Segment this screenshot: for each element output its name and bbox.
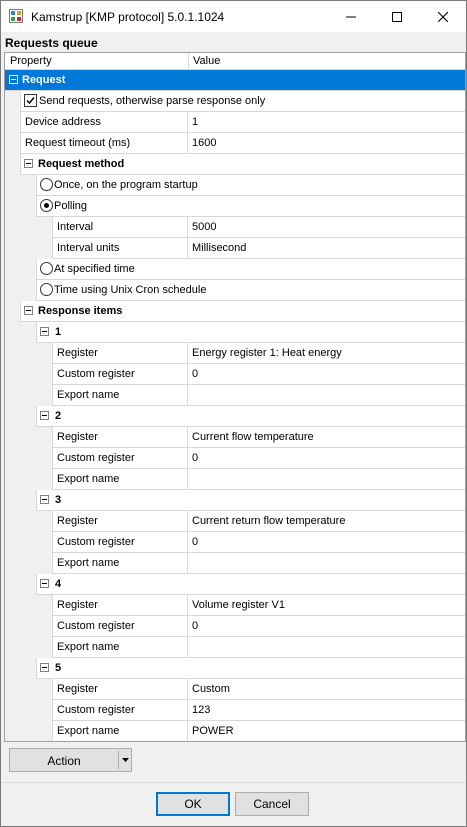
export-name-row[interactable] xyxy=(5,385,465,406)
group-request-method-label: Request method xyxy=(38,158,125,170)
register-row[interactable] xyxy=(5,595,465,616)
custom-register-row[interactable] xyxy=(5,616,465,637)
response-item-id: 1 xyxy=(55,326,62,338)
response-item-group[interactable] xyxy=(5,322,465,343)
response-item-id: 2 xyxy=(55,410,62,422)
interval-units-label: Interval units xyxy=(57,242,120,254)
minimize-icon xyxy=(346,12,356,22)
method-at-time-label: At specified time xyxy=(54,263,135,275)
method-once-radio[interactable] xyxy=(40,178,53,191)
response-item-id: 5 xyxy=(55,662,62,674)
ok-button[interactable]: OK xyxy=(156,792,230,816)
method-cron-label: Time using Unix Cron schedule xyxy=(54,284,207,296)
response-item-group[interactable] xyxy=(5,658,465,679)
request-timeout-row[interactable] xyxy=(5,133,465,154)
custom-register-label: Custom register xyxy=(57,452,135,464)
action-split-button[interactable] xyxy=(9,748,132,772)
register-label: Register xyxy=(57,683,98,695)
action-button-label: Action xyxy=(47,754,81,768)
collapse-icon[interactable] xyxy=(24,159,33,168)
export-name-label: Export name xyxy=(57,641,120,653)
cancel-button[interactable]: Cancel xyxy=(235,792,309,816)
interval-value[interactable]: 5000 xyxy=(192,221,217,233)
custom-register-label: Custom register xyxy=(57,704,135,716)
method-cron-radio[interactable] xyxy=(40,283,53,296)
register-label: Register xyxy=(57,599,98,611)
method-polling-radio[interactable] xyxy=(40,199,53,212)
send-requests-label: Send requests, otherwise parse response only xyxy=(39,95,266,107)
send-requests-checkbox[interactable] xyxy=(24,94,37,107)
custom-register-row[interactable] xyxy=(5,532,465,553)
export-name-row[interactable] xyxy=(5,721,465,742)
custom-register-label: Custom register xyxy=(57,368,135,380)
collapse-icon[interactable] xyxy=(40,579,49,588)
interval-units-value[interactable]: Millisecond xyxy=(192,242,247,254)
custom-register-value[interactable]: 0 xyxy=(192,368,199,380)
custom-register-value[interactable]: 0 xyxy=(192,536,199,548)
maximize-icon xyxy=(392,12,402,22)
property-grid[interactable] xyxy=(4,52,466,742)
collapse-icon[interactable] xyxy=(40,495,49,504)
method-at-time-row[interactable] xyxy=(5,259,465,280)
app-icon xyxy=(9,9,23,23)
collapse-icon[interactable] xyxy=(40,663,49,672)
interval-row[interactable] xyxy=(5,217,465,238)
grid-header xyxy=(5,53,465,70)
method-once-label: Once, on the program startup xyxy=(54,179,198,191)
response-item-id: 4 xyxy=(55,578,62,590)
request-timeout-label: Request timeout (ms) xyxy=(25,137,131,149)
group-request-method[interactable] xyxy=(5,154,465,175)
interval-units-row[interactable] xyxy=(5,238,465,259)
response-item-group[interactable] xyxy=(5,490,465,511)
custom-register-value[interactable]: 123 xyxy=(192,704,211,716)
collapse-icon[interactable] xyxy=(40,327,49,336)
register-row[interactable] xyxy=(5,511,465,532)
export-name-label: Export name xyxy=(57,557,120,569)
collapse-icon[interactable] xyxy=(24,306,33,315)
split-divider xyxy=(118,751,119,769)
minimize-button[interactable] xyxy=(328,1,374,32)
collapse-icon[interactable] xyxy=(40,411,49,420)
register-label: Register xyxy=(57,515,98,527)
register-value[interactable]: Current flow temperature xyxy=(192,431,314,443)
register-value[interactable]: Custom xyxy=(192,683,230,695)
custom-register-label: Custom register xyxy=(57,620,135,632)
response-item-id: 3 xyxy=(55,494,62,506)
close-icon xyxy=(438,12,448,22)
value-column-header: Value xyxy=(193,55,221,67)
export-name-label: Export name xyxy=(57,473,120,485)
method-polling-row[interactable] xyxy=(5,196,465,217)
group-response-items-label: Response items xyxy=(38,305,123,317)
requests-queue-caption: Requests queue xyxy=(5,36,98,50)
register-value[interactable]: Energy register 1: Heat energy xyxy=(192,347,342,359)
group-request-label: Request xyxy=(22,74,66,86)
device-address-row[interactable] xyxy=(5,112,465,133)
method-at-time-radio[interactable] xyxy=(40,262,53,275)
custom-register-row[interactable] xyxy=(5,364,465,385)
register-value[interactable]: Volume register V1 xyxy=(192,599,285,611)
title-bar[interactable] xyxy=(1,1,466,32)
register-row[interactable] xyxy=(5,343,465,364)
device-address-value[interactable]: 1 xyxy=(192,116,199,128)
checkmark-icon xyxy=(25,95,36,106)
group-response-items[interactable] xyxy=(5,301,465,322)
property-column-header: Property xyxy=(10,55,52,67)
export-name-label: Export name xyxy=(57,389,120,401)
send-requests-row[interactable] xyxy=(5,91,465,112)
custom-register-value[interactable]: 0 xyxy=(192,452,199,464)
response-item-group[interactable] xyxy=(5,574,465,595)
collapse-icon[interactable] xyxy=(9,75,18,84)
register-label: Register xyxy=(57,431,98,443)
request-timeout-value[interactable]: 1600 xyxy=(192,137,217,149)
custom-register-label: Custom register xyxy=(57,536,135,548)
register-label: Register xyxy=(57,347,98,359)
interval-label: Interval xyxy=(57,221,94,233)
export-name-value[interactable]: POWER xyxy=(192,725,234,737)
window-title: Kamstrup [KMP protocol] 5.0.1.1024 xyxy=(31,10,225,24)
column-separator xyxy=(188,53,189,70)
export-name-row[interactable] xyxy=(5,637,465,658)
group-request[interactable] xyxy=(5,70,465,91)
method-once-row[interactable] xyxy=(5,175,465,196)
footer-divider xyxy=(1,782,466,783)
custom-register-row[interactable] xyxy=(5,448,465,469)
register-row[interactable] xyxy=(5,427,465,448)
custom-register-value[interactable]: 0 xyxy=(192,620,199,632)
export-name-row[interactable] xyxy=(5,469,465,490)
response-item-group[interactable] xyxy=(5,406,465,427)
close-button[interactable] xyxy=(420,1,466,32)
custom-register-row[interactable] xyxy=(5,700,465,721)
maximize-button[interactable] xyxy=(374,1,420,32)
method-cron-row[interactable] xyxy=(5,280,465,301)
device-address-label: Device address xyxy=(25,116,101,128)
register-value[interactable]: Current return flow temperature xyxy=(192,515,346,527)
dropdown-arrow-icon[interactable] xyxy=(121,753,130,767)
register-row[interactable] xyxy=(5,679,465,700)
export-name-label: Export name xyxy=(57,725,120,737)
method-polling-label: Polling xyxy=(54,200,88,212)
export-name-row[interactable] xyxy=(5,553,465,574)
